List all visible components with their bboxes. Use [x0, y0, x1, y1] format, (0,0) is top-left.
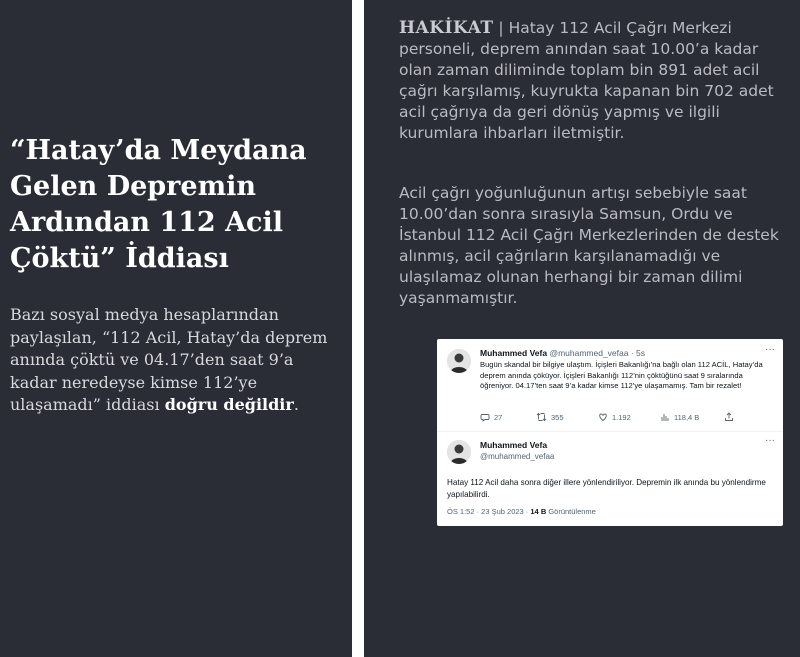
- avatar: [447, 440, 471, 464]
- reply-icon: [480, 412, 490, 422]
- tweet-meta: [447, 507, 596, 516]
- tweet-timestamp[interactable]: ÖS 1:52 · 23 Şub 2023 ·: [447, 507, 531, 516]
- tweet-author-handle[interactable]: @muhammed_vefaa: [549, 348, 629, 358]
- avatar: [447, 349, 471, 373]
- hakikat-separator: |: [493, 19, 509, 37]
- tweet-views-count: 14 B: [530, 507, 547, 516]
- tweet-time[interactable]: 5s: [636, 348, 646, 358]
- tweet-text: Bugün skandal bir bilgiye ulaştım. İçişleri Bakanlığı’na bağlı olan 112 ACİL, Hatay’da deprem anında çöküyor. İçişleri Bakanlığı 112’nin çöktüğünü saat 9 sıralarında öğreniyor. 04.17’ten saat 9’a kadar kimse 112’ye ulaşamamış. Tam bir rezalet!: [480, 360, 763, 391]
- more-icon[interactable]: ···: [765, 344, 775, 355]
- hakikat-paragraph-2: Acil çağrı yoğunluğunun artışı sebebiyle saat 10.00’dan sonra sırasıyla Samsun, Ordu ve İstanbul 112 Acil Çağrı Merkezlerinden de destek alınmış, acil çağrıların karşılanamadığı ve ulaşılamaz olunan herhangi bir zaman dilimi yaşanmamıştır.: [399, 184, 779, 307]
- share-button[interactable]: [724, 412, 734, 422]
- tweet-divider: [437, 431, 783, 432]
- views-icon: [660, 412, 670, 422]
- article-intro: [10, 304, 345, 417]
- left-panel: [0, 0, 352, 657]
- retweet-icon: [536, 412, 547, 422]
- intro-end: .: [293, 395, 299, 414]
- article-title: “Hatay’da Meydana Gelen Depremin Ardından 112 Acil Çöktü” İddiası: [10, 135, 307, 274]
- tweet-screenshot: [437, 339, 783, 526]
- reply-button[interactable]: [480, 412, 502, 422]
- tweet-text: Hatay 112 Acil daha sonra diğer illere yönlendiriliyor. Depremin ilk anında bu yönlendirme yapılabilirdi.: [447, 478, 766, 499]
- intro-verdict: doğru değildir: [164, 395, 294, 414]
- tweet-dot: ·: [628, 348, 637, 358]
- tweet-views-label: Görüntülenme: [546, 507, 596, 516]
- reply-count: 27: [494, 412, 503, 422]
- like-icon: [598, 412, 608, 422]
- like-count: 1.192: [612, 412, 631, 422]
- hakikat-paragraph-1: [399, 18, 784, 144]
- views-button[interactable]: [660, 412, 699, 422]
- share-icon: [724, 412, 734, 422]
- views-count: 118,4 B: [674, 412, 700, 422]
- intro-text: Bazı sosyal medya hesaplarından paylaşılan, “112 Acil, Hatay’da deprem anında çöktü ve 04.17’den saat 9’a kadar neredeyse kimse 112’ye ulaşamadı” iddiası: [10, 305, 328, 414]
- retweet-button[interactable]: [536, 412, 564, 422]
- tweet-actions: [480, 412, 770, 424]
- like-button[interactable]: [598, 412, 631, 422]
- more-icon[interactable]: ···: [765, 435, 775, 446]
- tweet-author-name[interactable]: Muhammed Vefa: [480, 440, 548, 450]
- tweet-author-name[interactable]: Muhammed Vefa: [480, 348, 548, 358]
- tweet-header: [480, 348, 645, 358]
- paragraph-1-text: Hatay 112 Acil Çağrı Merkezi personeli, deprem anından saat 10.00’a kadar olan zaman diliminde toplam bin 891 adet acil çağrı karşılamış, kuyrukta kapanan bin 702 adet acil çağrıya da geri dönüş yapmış ve ilgili kurumlara ihbarları iletmiştir.: [399, 19, 774, 142]
- tweet-author-handle[interactable]: @muhammed_vefaa: [480, 452, 555, 461]
- hakikat-label: HAKİKAT: [399, 18, 494, 38]
- retweet-count: 355: [551, 412, 564, 422]
